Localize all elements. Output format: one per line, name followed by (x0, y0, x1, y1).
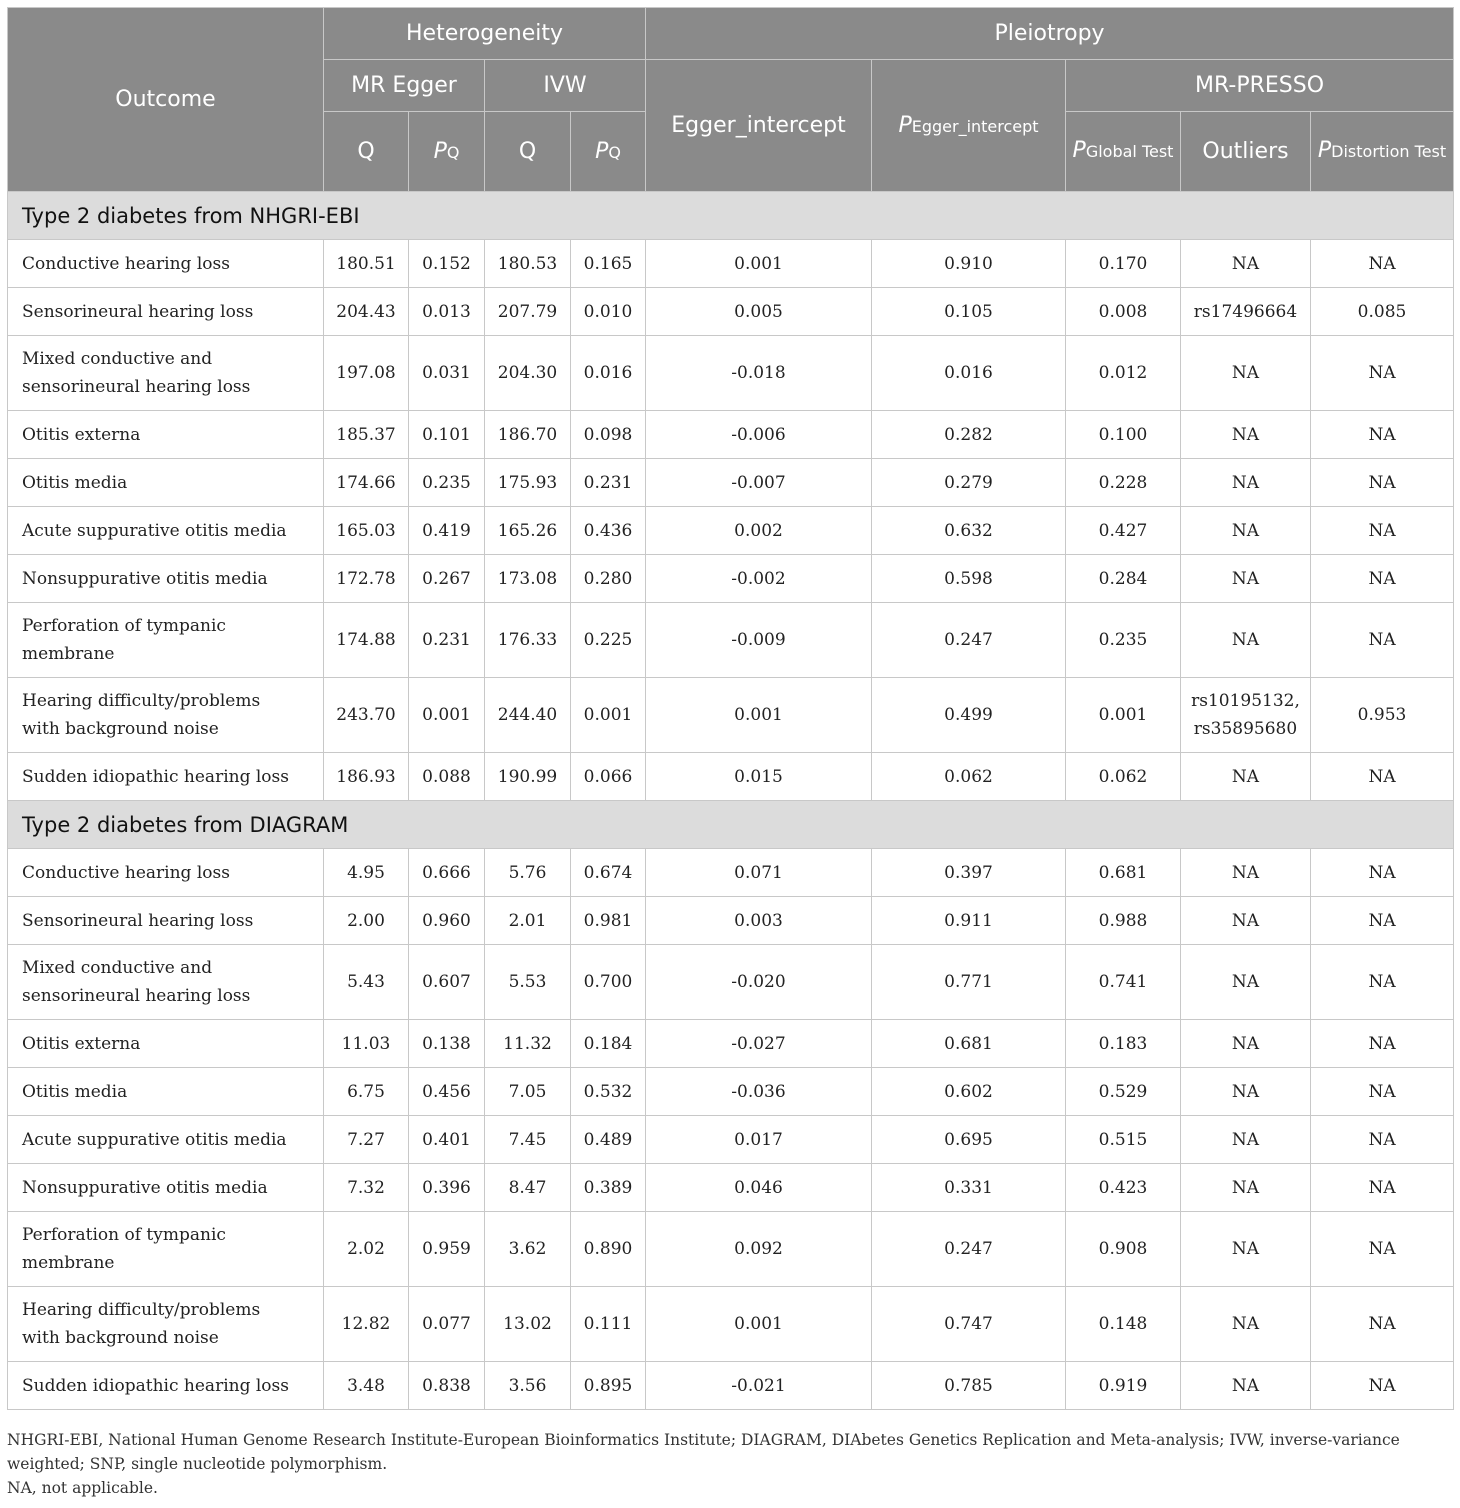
cell-outliers: NA (1181, 240, 1311, 288)
cell-egger-p: 0.152 (409, 240, 485, 288)
cell-p-intercept: 0.681 (872, 1020, 1066, 1068)
table-container (7, 7, 1453, 1410)
cell-p-global: 0.100 (1066, 411, 1181, 459)
cell-egger-p: 0.456 (409, 1068, 485, 1116)
cell-ivw-q: 13.02 (485, 1287, 571, 1362)
cell-ivw-q: 186.70 (485, 411, 571, 459)
cell-outliers: NA (1181, 1020, 1311, 1068)
table-row (8, 1116, 1454, 1164)
cell-ivw-p: 0.280 (571, 555, 646, 603)
cell-intercept: -0.007 (646, 459, 872, 507)
cell-p-intercept: 0.747 (872, 1287, 1066, 1362)
cell-outcome: Sudden idiopathic hearing loss (8, 753, 324, 801)
cell-outcome: Otitis media (8, 459, 324, 507)
cell-ivw-p: 0.700 (571, 945, 646, 1020)
cell-ivw-q: 207.79 (485, 288, 571, 336)
table-row (8, 897, 1454, 945)
cell-egger-q: 186.93 (324, 753, 409, 801)
table-row (8, 1020, 1454, 1068)
cell-ivw-p: 0.184 (571, 1020, 646, 1068)
cell-intercept: -0.036 (646, 1068, 872, 1116)
cell-p-global: 0.988 (1066, 897, 1181, 945)
cell-outliers: rs10195132, rs35895680 (1181, 678, 1311, 753)
cell-p-global: 0.908 (1066, 1212, 1181, 1287)
cell-outcome: Perforation of tympanic membrane (8, 1212, 324, 1287)
cell-ivw-p: 0.981 (571, 897, 646, 945)
cell-ivw-p: 0.489 (571, 1116, 646, 1164)
cell-p-intercept: 0.911 (872, 897, 1066, 945)
cell-ivw-p: 0.016 (571, 336, 646, 411)
cell-p-intercept: 0.910 (872, 240, 1066, 288)
table-row (8, 678, 1454, 753)
cell-egger-p: 0.396 (409, 1164, 485, 1212)
cell-outliers: NA (1181, 945, 1311, 1020)
cell-ivw-q: 5.76 (485, 849, 571, 897)
cell-outliers: NA (1181, 507, 1311, 555)
cell-intercept: -0.021 (646, 1362, 872, 1410)
cell-egger-p: 0.031 (409, 336, 485, 411)
cell-outcome: Conductive hearing loss (8, 240, 324, 288)
cell-p-global: 0.529 (1066, 1068, 1181, 1116)
cell-p-distortion: NA (1311, 897, 1454, 945)
cell-outliers: NA (1181, 603, 1311, 678)
cell-p-distortion: 0.085 (1311, 288, 1454, 336)
cell-ivw-q: 165.26 (485, 507, 571, 555)
cell-outcome: Nonsuppurative otitis media (8, 555, 324, 603)
cell-ivw-q: 7.45 (485, 1116, 571, 1164)
cell-p-global: 0.062 (1066, 753, 1181, 801)
cell-p-distortion: NA (1311, 603, 1454, 678)
header-p-distortion-test: PDistortion Test (1311, 112, 1454, 192)
cell-egger-p: 0.077 (409, 1287, 485, 1362)
cell-egger-p: 0.101 (409, 411, 485, 459)
table-body (8, 192, 1454, 1410)
cell-outliers: NA (1181, 897, 1311, 945)
header-egger-pq: PQ (409, 112, 485, 192)
cell-egger-p: 0.607 (409, 945, 485, 1020)
cell-ivw-q: 3.56 (485, 1362, 571, 1410)
cell-intercept: -0.006 (646, 411, 872, 459)
cell-ivw-q: 244.40 (485, 678, 571, 753)
cell-p-global: 0.235 (1066, 603, 1181, 678)
cell-p-distortion: 0.953 (1311, 678, 1454, 753)
cell-outcome: Hearing difficulty/problems with background noise (8, 678, 324, 753)
cell-ivw-p: 0.436 (571, 507, 646, 555)
cell-egger-p: 0.235 (409, 459, 485, 507)
cell-intercept: 0.017 (646, 1116, 872, 1164)
cell-p-intercept: 0.105 (872, 288, 1066, 336)
cell-egger-q: 7.32 (324, 1164, 409, 1212)
cell-outcome: Sensorineural hearing loss (8, 288, 324, 336)
cell-outcome: Otitis media (8, 1068, 324, 1116)
cell-intercept: 0.001 (646, 1287, 872, 1362)
footnote-abbreviations: NHGRI-EBI, National Human Genome Research Institute-European Bioinformatics Institute; DIAGRAM, DIAbetes Genetics Replication and Meta-analysis; IVW, inverse-variance weighted; SNP, single nucleotide polymorphism. (7, 1431, 1400, 1473)
cell-outcome: Mixed conductive and sensorineural hearing loss (8, 945, 324, 1020)
cell-outliers: NA (1181, 459, 1311, 507)
cell-p-intercept: 0.598 (872, 555, 1066, 603)
cell-ivw-q: 8.47 (485, 1164, 571, 1212)
cell-intercept: 0.046 (646, 1164, 872, 1212)
cell-intercept: 0.092 (646, 1212, 872, 1287)
header-mr-egger: MR Egger (324, 60, 485, 112)
cell-p-distortion: NA (1311, 1287, 1454, 1362)
cell-p-intercept: 0.247 (872, 603, 1066, 678)
table-row (8, 459, 1454, 507)
cell-egger-q: 165.03 (324, 507, 409, 555)
cell-egger-p: 0.419 (409, 507, 485, 555)
cell-p-intercept: 0.016 (872, 336, 1066, 411)
cell-egger-p: 0.267 (409, 555, 485, 603)
cell-ivw-p: 0.890 (571, 1212, 646, 1287)
cell-p-intercept: 0.282 (872, 411, 1066, 459)
cell-outcome: Sensorineural hearing loss (8, 897, 324, 945)
cell-intercept: 0.001 (646, 678, 872, 753)
cell-egger-q: 174.88 (324, 603, 409, 678)
cell-outcome: Conductive hearing loss (8, 849, 324, 897)
table-row (8, 507, 1454, 555)
cell-egger-p: 0.959 (409, 1212, 485, 1287)
cell-outcome: Otitis externa (8, 1020, 324, 1068)
cell-ivw-p: 0.674 (571, 849, 646, 897)
cell-intercept: -0.020 (646, 945, 872, 1020)
cell-egger-q: 6.75 (324, 1068, 409, 1116)
header-mr-presso: MR-PRESSO (1066, 60, 1454, 112)
footnotes (7, 1428, 1453, 1500)
table-row (8, 336, 1454, 411)
cell-ivw-p: 0.111 (571, 1287, 646, 1362)
cell-p-distortion: NA (1311, 945, 1454, 1020)
cell-ivw-q: 190.99 (485, 753, 571, 801)
cell-outcome: Otitis externa (8, 411, 324, 459)
cell-p-distortion: NA (1311, 849, 1454, 897)
section-title: Type 2 diabetes from NHGRI-EBI (8, 192, 1454, 240)
cell-intercept: -0.027 (646, 1020, 872, 1068)
cell-outcome: Hearing difficulty/problems with background noise (8, 1287, 324, 1362)
section-header (8, 192, 1454, 240)
cell-intercept: 0.002 (646, 507, 872, 555)
table-row (8, 288, 1454, 336)
table-row (8, 849, 1454, 897)
header-p-global-test: PGlobal Test (1066, 112, 1181, 192)
table-row (8, 753, 1454, 801)
cell-egger-p: 0.401 (409, 1116, 485, 1164)
cell-outliers: NA (1181, 1287, 1311, 1362)
cell-p-intercept: 0.397 (872, 849, 1066, 897)
cell-p-distortion: NA (1311, 507, 1454, 555)
cell-ivw-q: 5.53 (485, 945, 571, 1020)
header-egger-intercept: Egger_intercept (646, 60, 872, 192)
cell-p-global: 0.228 (1066, 459, 1181, 507)
cell-p-distortion: NA (1311, 240, 1454, 288)
header-pleiotropy: Pleiotropy (646, 8, 1454, 60)
cell-outcome: Nonsuppurative otitis media (8, 1164, 324, 1212)
cell-p-distortion: NA (1311, 1362, 1454, 1410)
cell-outliers: NA (1181, 1116, 1311, 1164)
header-heterogeneity: Heterogeneity (324, 8, 646, 60)
table-row (8, 240, 1454, 288)
cell-intercept: -0.002 (646, 555, 872, 603)
cell-outcome: Acute suppurative otitis media (8, 507, 324, 555)
cell-egger-q: 7.27 (324, 1116, 409, 1164)
header-egger-q: Q (324, 112, 409, 192)
cell-p-intercept: 0.602 (872, 1068, 1066, 1116)
cell-p-global: 0.001 (1066, 678, 1181, 753)
cell-egger-q: 185.37 (324, 411, 409, 459)
cell-p-distortion: NA (1311, 753, 1454, 801)
cell-p-intercept: 0.695 (872, 1116, 1066, 1164)
cell-egger-q: 197.08 (324, 336, 409, 411)
cell-ivw-p: 0.001 (571, 678, 646, 753)
cell-ivw-p: 0.165 (571, 240, 646, 288)
cell-intercept: -0.018 (646, 336, 872, 411)
cell-ivw-q: 180.53 (485, 240, 571, 288)
cell-p-distortion: NA (1311, 411, 1454, 459)
cell-p-intercept: 0.247 (872, 1212, 1066, 1287)
cell-ivw-p: 0.010 (571, 288, 646, 336)
cell-ivw-q: 175.93 (485, 459, 571, 507)
table-row (8, 1068, 1454, 1116)
cell-p-global: 0.427 (1066, 507, 1181, 555)
cell-egger-q: 4.95 (324, 849, 409, 897)
cell-outliers: NA (1181, 1068, 1311, 1116)
cell-egger-p: 0.231 (409, 603, 485, 678)
cell-p-intercept: 0.331 (872, 1164, 1066, 1212)
cell-p-global: 0.148 (1066, 1287, 1181, 1362)
cell-outliers: NA (1181, 1362, 1311, 1410)
cell-egger-p: 0.960 (409, 897, 485, 945)
cell-p-distortion: NA (1311, 459, 1454, 507)
header-p-egger-intercept: PEgger_intercept (872, 60, 1066, 192)
results-table (7, 7, 1454, 1410)
cell-p-global: 0.008 (1066, 288, 1181, 336)
cell-ivw-q: 7.05 (485, 1068, 571, 1116)
cell-p-intercept: 0.062 (872, 753, 1066, 801)
cell-p-intercept: 0.279 (872, 459, 1066, 507)
cell-p-global: 0.284 (1066, 555, 1181, 603)
cell-egger-q: 3.48 (324, 1362, 409, 1410)
cell-egger-q: 204.43 (324, 288, 409, 336)
cell-ivw-p: 0.066 (571, 753, 646, 801)
cell-ivw-q: 173.08 (485, 555, 571, 603)
cell-p-intercept: 0.771 (872, 945, 1066, 1020)
table-row (8, 555, 1454, 603)
cell-p-global: 0.012 (1066, 336, 1181, 411)
cell-p-global: 0.423 (1066, 1164, 1181, 1212)
table-row (8, 945, 1454, 1020)
cell-ivw-q: 3.62 (485, 1212, 571, 1287)
cell-egger-q: 12.82 (324, 1287, 409, 1362)
cell-p-global: 0.515 (1066, 1116, 1181, 1164)
table-row (8, 1362, 1454, 1410)
cell-p-distortion: NA (1311, 1068, 1454, 1116)
cell-outliers: rs17496664 (1181, 288, 1311, 336)
cell-outliers: NA (1181, 555, 1311, 603)
cell-egger-q: 2.02 (324, 1212, 409, 1287)
cell-outliers: NA (1181, 336, 1311, 411)
cell-intercept: 0.003 (646, 897, 872, 945)
cell-p-global: 0.681 (1066, 849, 1181, 897)
cell-outliers: NA (1181, 1164, 1311, 1212)
cell-p-global: 0.919 (1066, 1362, 1181, 1410)
cell-p-distortion: NA (1311, 1164, 1454, 1212)
cell-egger-q: 174.66 (324, 459, 409, 507)
cell-p-intercept: 0.499 (872, 678, 1066, 753)
header-ivw-pq: PQ (571, 112, 646, 192)
header-ivw: IVW (485, 60, 646, 112)
cell-p-intercept: 0.785 (872, 1362, 1066, 1410)
cell-ivw-p: 0.532 (571, 1068, 646, 1116)
table-header (8, 8, 1454, 192)
cell-ivw-q: 204.30 (485, 336, 571, 411)
cell-egger-p: 0.088 (409, 753, 485, 801)
cell-ivw-p: 0.895 (571, 1362, 646, 1410)
cell-p-global: 0.741 (1066, 945, 1181, 1020)
cell-ivw-p: 0.389 (571, 1164, 646, 1212)
cell-egger-p: 0.138 (409, 1020, 485, 1068)
table-row (8, 411, 1454, 459)
cell-egger-q: 5.43 (324, 945, 409, 1020)
table-row (8, 603, 1454, 678)
cell-p-global: 0.183 (1066, 1020, 1181, 1068)
cell-ivw-q: 11.32 (485, 1020, 571, 1068)
cell-intercept: 0.001 (646, 240, 872, 288)
cell-p-distortion: NA (1311, 1212, 1454, 1287)
header-outliers: Outliers (1181, 112, 1311, 192)
cell-p-distortion: NA (1311, 555, 1454, 603)
cell-outcome: Sudden idiopathic hearing loss (8, 1362, 324, 1410)
cell-egger-p: 0.001 (409, 678, 485, 753)
cell-ivw-q: 2.01 (485, 897, 571, 945)
cell-egger-q: 11.03 (324, 1020, 409, 1068)
cell-outliers: NA (1181, 753, 1311, 801)
cell-outcome: Mixed conductive and sensorineural hearing loss (8, 336, 324, 411)
header-outcome: Outcome (8, 8, 324, 192)
cell-ivw-p: 0.225 (571, 603, 646, 678)
cell-intercept: 0.015 (646, 753, 872, 801)
cell-p-global: 0.170 (1066, 240, 1181, 288)
cell-intercept: -0.009 (646, 603, 872, 678)
cell-p-intercept: 0.632 (872, 507, 1066, 555)
cell-intercept: 0.005 (646, 288, 872, 336)
cell-outcome: Perforation of tympanic membrane (8, 603, 324, 678)
cell-ivw-p: 0.231 (571, 459, 646, 507)
cell-outliers: NA (1181, 1212, 1311, 1287)
table-row (8, 1287, 1454, 1362)
cell-outliers: NA (1181, 411, 1311, 459)
cell-outcome: Acute suppurative otitis media (8, 1116, 324, 1164)
cell-egger-p: 0.666 (409, 849, 485, 897)
cell-egger-q: 243.70 (324, 678, 409, 753)
section-header (8, 801, 1454, 849)
cell-egger-q: 2.00 (324, 897, 409, 945)
cell-egger-q: 180.51 (324, 240, 409, 288)
cell-p-distortion: NA (1311, 1116, 1454, 1164)
cell-egger-p: 0.013 (409, 288, 485, 336)
header-ivw-q: Q (485, 112, 571, 192)
cell-ivw-q: 176.33 (485, 603, 571, 678)
table-row (8, 1164, 1454, 1212)
cell-egger-p: 0.838 (409, 1362, 485, 1410)
cell-egger-q: 172.78 (324, 555, 409, 603)
cell-outliers: NA (1181, 849, 1311, 897)
cell-p-distortion: NA (1311, 336, 1454, 411)
table-row (8, 1212, 1454, 1287)
section-title: Type 2 diabetes from DIAGRAM (8, 801, 1454, 849)
cell-ivw-p: 0.098 (571, 411, 646, 459)
cell-p-distortion: NA (1311, 1020, 1454, 1068)
footnote-na: NA, not applicable. (7, 1479, 158, 1497)
cell-intercept: 0.071 (646, 849, 872, 897)
